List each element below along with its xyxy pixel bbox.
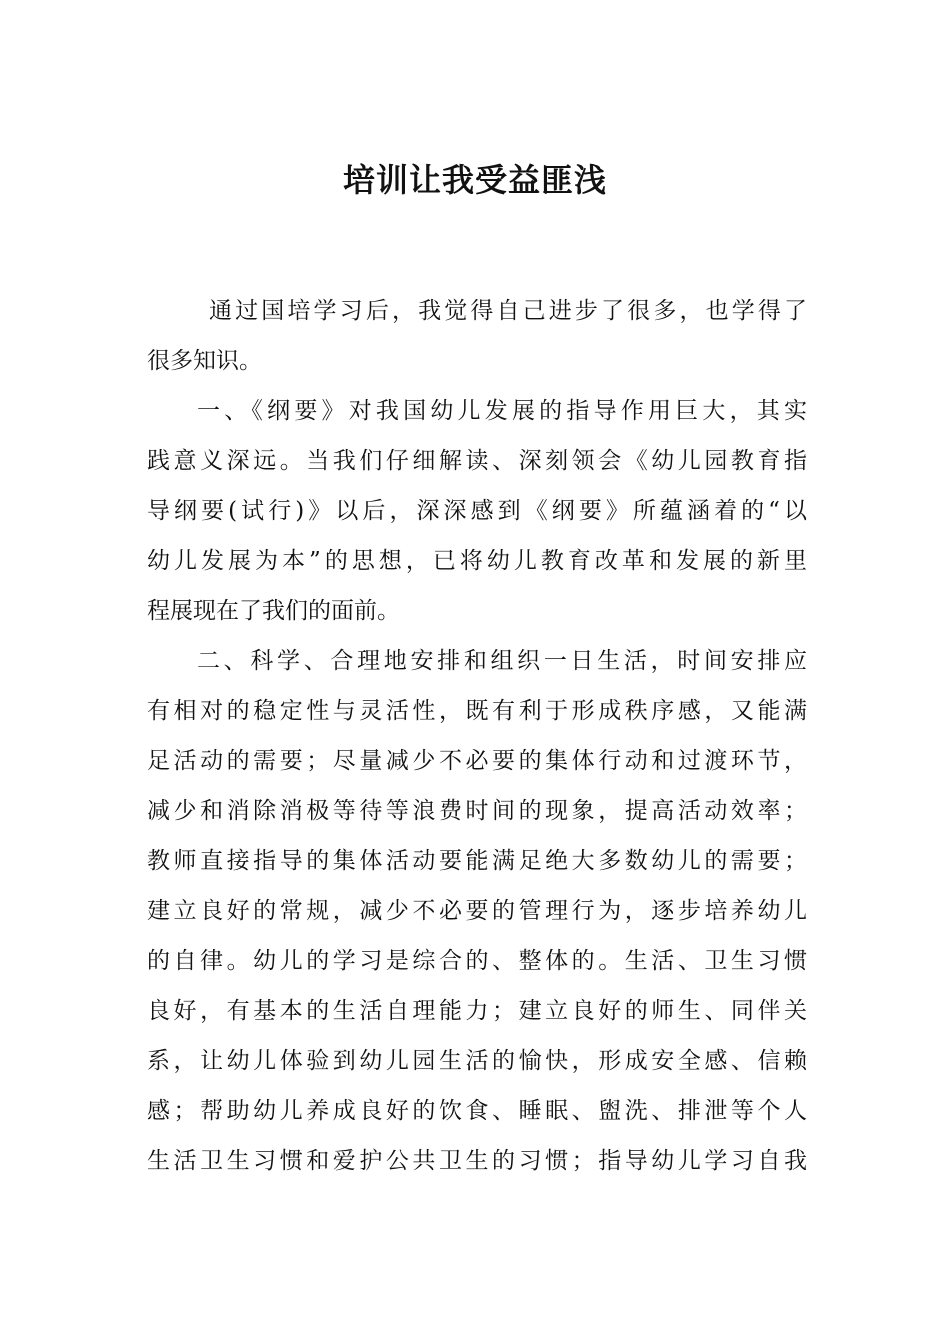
paragraph-line: 教师直接指导的集体活动要能满足绝大多数幼儿的需要； bbox=[147, 848, 807, 874]
paragraph-line: 的自律。幼儿的学习是综合的、整体的。生活、卫生习惯 bbox=[147, 948, 807, 974]
paragraph-line: 有相对的稳定性与灵活性，既有利于形成秩序感，又能满 bbox=[147, 698, 807, 724]
document-body bbox=[147, 286, 807, 1186]
paragraph-line: 生活卫生习惯和爱护公共卫生的习惯；指导幼儿学习自我 bbox=[147, 1148, 807, 1174]
paragraph-line: 系，让幼儿体验到幼儿园生活的愉快，形成安全感、信赖 bbox=[147, 1048, 807, 1074]
paragraph-line: 导纲要(试行)》以后，深深感到《纲要》所蕴涵着的“以 bbox=[147, 498, 807, 524]
paragraph-line: 践意义深远。当我们仔细解读、深刻领会《幼儿园教育指 bbox=[147, 448, 807, 474]
paragraph-line: 很多知识。 bbox=[147, 348, 262, 374]
paragraph-line: 程展现在了我们的面前。 bbox=[147, 598, 400, 624]
document-title: 培训让我受益匪浅 bbox=[342, 161, 607, 199]
paragraph-line: 良好，有基本的生活自理能力；建立良好的师生、同伴关 bbox=[147, 998, 807, 1024]
paragraph-line: 幼儿发展为本”的思想，已将幼儿教育改革和发展的新里 bbox=[147, 548, 807, 574]
paragraph-line: 足活动的需要；尽量减少不必要的集体行动和过渡环节， bbox=[147, 748, 807, 774]
paragraph-line: 一、《纲要》对我国幼儿发展的指导作用巨大，其实 bbox=[197, 398, 807, 424]
paragraph-line: 感；帮助幼儿养成良好的饮食、睡眠、盥洗、排泄等个人 bbox=[147, 1098, 807, 1124]
paragraph-line: 通过国培学习后，我觉得自己进步了很多，也学得了 bbox=[209, 298, 807, 324]
paragraph-line: 建立良好的常规，减少不必要的管理行为，逐步培养幼儿 bbox=[147, 898, 807, 924]
paragraph-line: 二、科学、合理地安排和组织一日生活，时间安排应 bbox=[197, 648, 807, 674]
paragraph-line: 减少和消除消极等待等浪费时间的现象，提高活动效率； bbox=[147, 798, 807, 824]
